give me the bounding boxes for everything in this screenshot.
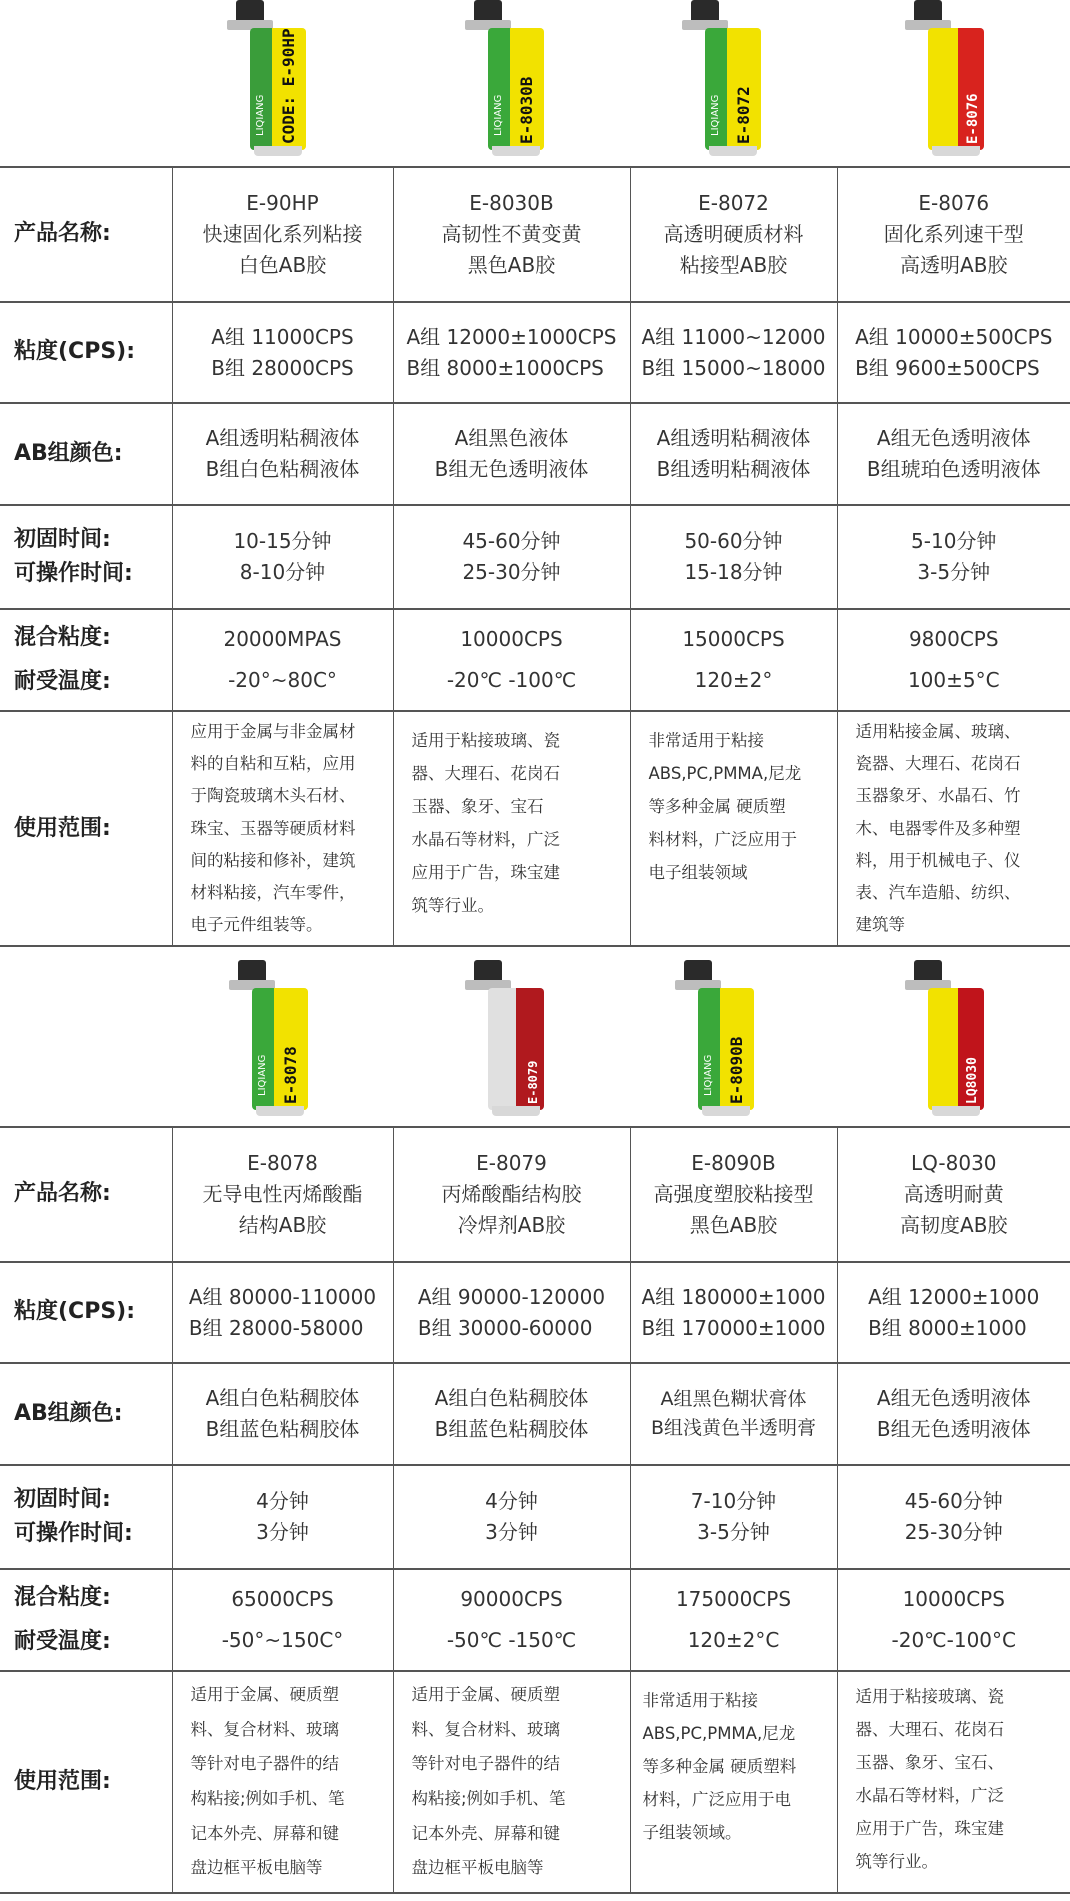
viscosity-cell: A组 80000-110000 B组 28000-58000	[172, 1262, 393, 1363]
spec-table-2	[0, 1126, 1070, 1894]
usage-cell: 适用粘接金属、玻璃、 瓷器、大理石、花岗石 玉器象牙、水晶石、竹 木、电器零件及多种塑 料，用于机械电子、仪 表、汽车造船、纺织、 建筑等	[837, 711, 1070, 946]
label-cure-time: 初固时间: 可操作时间:	[0, 1465, 172, 1569]
table-row	[0, 505, 1070, 609]
mix-cell: 9800CPS 100±5°C	[837, 609, 1070, 711]
product-name-cell: E-8030B 高韧性不黄变黄 黑色AB胶	[393, 167, 630, 302]
usage-cell: 非常适用于粘接 ABS,PC,PMMA,尼龙 等多种金属 硬质塑料 材料，广泛应用于电 子组装领域。	[630, 1671, 837, 1893]
cure-cell: 45-60分钟 25-30分钟	[837, 1465, 1070, 1569]
color-cell: A组黑色液体 B组无色透明液体	[393, 403, 630, 505]
color-cell: A组白色粘稠胶体 B组蓝色粘稠胶体	[393, 1363, 630, 1465]
viscosity-cell: A组 12000±1000CPS B组 8000±1000CPS	[393, 302, 630, 403]
cure-cell: 4分钟 3分钟	[172, 1465, 393, 1569]
label-product-name: 产品名称:	[0, 167, 172, 302]
color-cell: A组无色透明液体 B组琥珀色透明液体	[837, 403, 1070, 505]
viscosity-cell: A组 12000±1000 B组 8000±1000	[837, 1262, 1070, 1363]
table-row	[0, 1671, 1070, 1893]
mix-cell: 20000MPAS -20°~80C°	[172, 609, 393, 711]
color-cell: A组黑色糊状膏体 B组浅黄色半透明膏	[630, 1363, 837, 1465]
table-row	[0, 1465, 1070, 1569]
mix-cell: 15000CPS 120±2°	[630, 609, 837, 711]
cure-cell: 5-10分钟 3-5分钟	[837, 505, 1070, 609]
label-cure-time: 初固时间: 可操作时间:	[0, 505, 172, 609]
usage-cell: 适用于金属、硬质塑 料、复合材料、玻璃 等针对电子器件的结 构粘接;例如手机、笔 记本外壳、屏幕和键 盘边框平板电脑等	[172, 1671, 393, 1893]
product-name-cell: E-90HP 快速固化系列粘接 白色AB胶	[172, 167, 393, 302]
mix-cell: 90000CPS -50℃ -150℃	[393, 1569, 630, 1671]
cure-cell: 50-60分钟 15-18分钟	[630, 505, 837, 609]
table-row	[0, 167, 1070, 302]
table-row	[0, 609, 1070, 711]
label-mix-viscosity: 混合粘度: 耐受温度:	[0, 1569, 172, 1671]
product-name-cell: E-8072 高透明硬质材料 粘接型AB胶	[630, 167, 837, 302]
table-row	[0, 302, 1070, 403]
label-viscosity: 粘度(CPS):	[0, 302, 172, 403]
viscosity-cell: A组 90000-120000 B组 30000-60000	[393, 1262, 630, 1363]
cure-cell: 10-15分钟 8-10分钟	[172, 505, 393, 609]
table-row	[0, 1127, 1070, 1262]
table-row	[0, 1363, 1070, 1465]
mix-cell: 10000CPS -20℃ -100℃	[393, 609, 630, 711]
usage-cell: 应用于金属与非金属材 料的自粘和互粘，应用 于陶瓷玻璃木头石材、 珠宝、玉器等硬质材料 间的粘接和修补，建筑 材料粘接，汽车零件， 电子元件组装等。	[172, 711, 393, 946]
product-name-cell: E-8090B 高强度塑胶粘接型 黑色AB胶	[630, 1127, 837, 1262]
usage-cell: 适用于粘接玻璃、瓷 器、大理石、花岗石 玉器、象牙、宝石、 水晶石等材料，广泛 应用于广告，珠宝建 筑等行业。	[837, 1671, 1070, 1893]
cure-cell: 7-10分钟 3-5分钟	[630, 1465, 837, 1569]
label-ab-color: AB组颜色:	[0, 403, 172, 505]
viscosity-cell: A组 180000±1000 B组 170000±1000	[630, 1262, 837, 1363]
product-images-row-1: LIQIANG CODE: E-90HP LIQIANG E-8030B LIQIANG E-8072 E-8076	[0, 0, 1070, 166]
usage-cell: 适用于金属、硬质塑 料、复合材料、玻璃 等针对电子器件的结 构粘接;例如手机、笔 记本外壳、屏幕和键 盘边框平板电脑等	[393, 1671, 630, 1893]
cure-cell: 4分钟 3分钟	[393, 1465, 630, 1569]
label-product-name: 产品名称:	[0, 1127, 172, 1262]
product-name-cell: E-8078 无导电性丙烯酸酯 结构AB胶	[172, 1127, 393, 1262]
label-ab-color: AB组颜色:	[0, 1363, 172, 1465]
label-viscosity: 粘度(CPS):	[0, 1262, 172, 1363]
cure-cell: 45-60分钟 25-30分钟	[393, 505, 630, 609]
viscosity-cell: A组 10000±500CPS B组 9600±500CPS	[837, 302, 1070, 403]
viscosity-cell: A组 11000CPS B组 28000CPS	[172, 302, 393, 403]
viscosity-cell: A组 11000~12000 B组 15000~18000	[630, 302, 837, 403]
color-cell: A组白色粘稠胶体 B组蓝色粘稠胶体	[172, 1363, 393, 1465]
mix-cell: 175000CPS 120±2°C	[630, 1569, 837, 1671]
label-mix-viscosity: 混合粘度: 耐受温度:	[0, 609, 172, 711]
label-usage: 使用范围:	[0, 1671, 172, 1893]
color-cell: A组无色透明液体 B组无色透明液体	[837, 1363, 1070, 1465]
product-name-cell: E-8076 固化系列速干型 高透明AB胶	[837, 167, 1070, 302]
mix-cell: 10000CPS -20℃-100°C	[837, 1569, 1070, 1671]
product-images-row-2: LIQIANG E-8078 E-8079 LIQIANG E-8090B LQ8030	[0, 960, 1070, 1126]
label-usage: 使用范围:	[0, 711, 172, 946]
product-name-cell: LQ-8030 高透明耐黄 高韧度AB胶	[837, 1127, 1070, 1262]
table-row	[0, 403, 1070, 505]
usage-cell: 非常适用于粘接 ABS,PC,PMMA,尼龙 等多种金属 硬质塑 料材料，广泛应用于 电子组装领域	[630, 711, 837, 946]
usage-cell: 适用于粘接玻璃、瓷 器、大理石、花岗石 玉器、象牙、宝石 水晶石等材料，广泛 应用于广告，珠宝建 筑等行业。	[393, 711, 630, 946]
color-cell: A组透明粘稠液体 B组透明粘稠液体	[630, 403, 837, 505]
product-name-cell: E-8079 丙烯酸酯结构胶 冷焊剂AB胶	[393, 1127, 630, 1262]
color-cell: A组透明粘稠液体 B组白色粘稠液体	[172, 403, 393, 505]
table-row	[0, 1262, 1070, 1363]
mix-cell: 65000CPS -50°~150C°	[172, 1569, 393, 1671]
table-row	[0, 1569, 1070, 1671]
table-row	[0, 711, 1070, 946]
spec-table-1	[0, 166, 1070, 947]
